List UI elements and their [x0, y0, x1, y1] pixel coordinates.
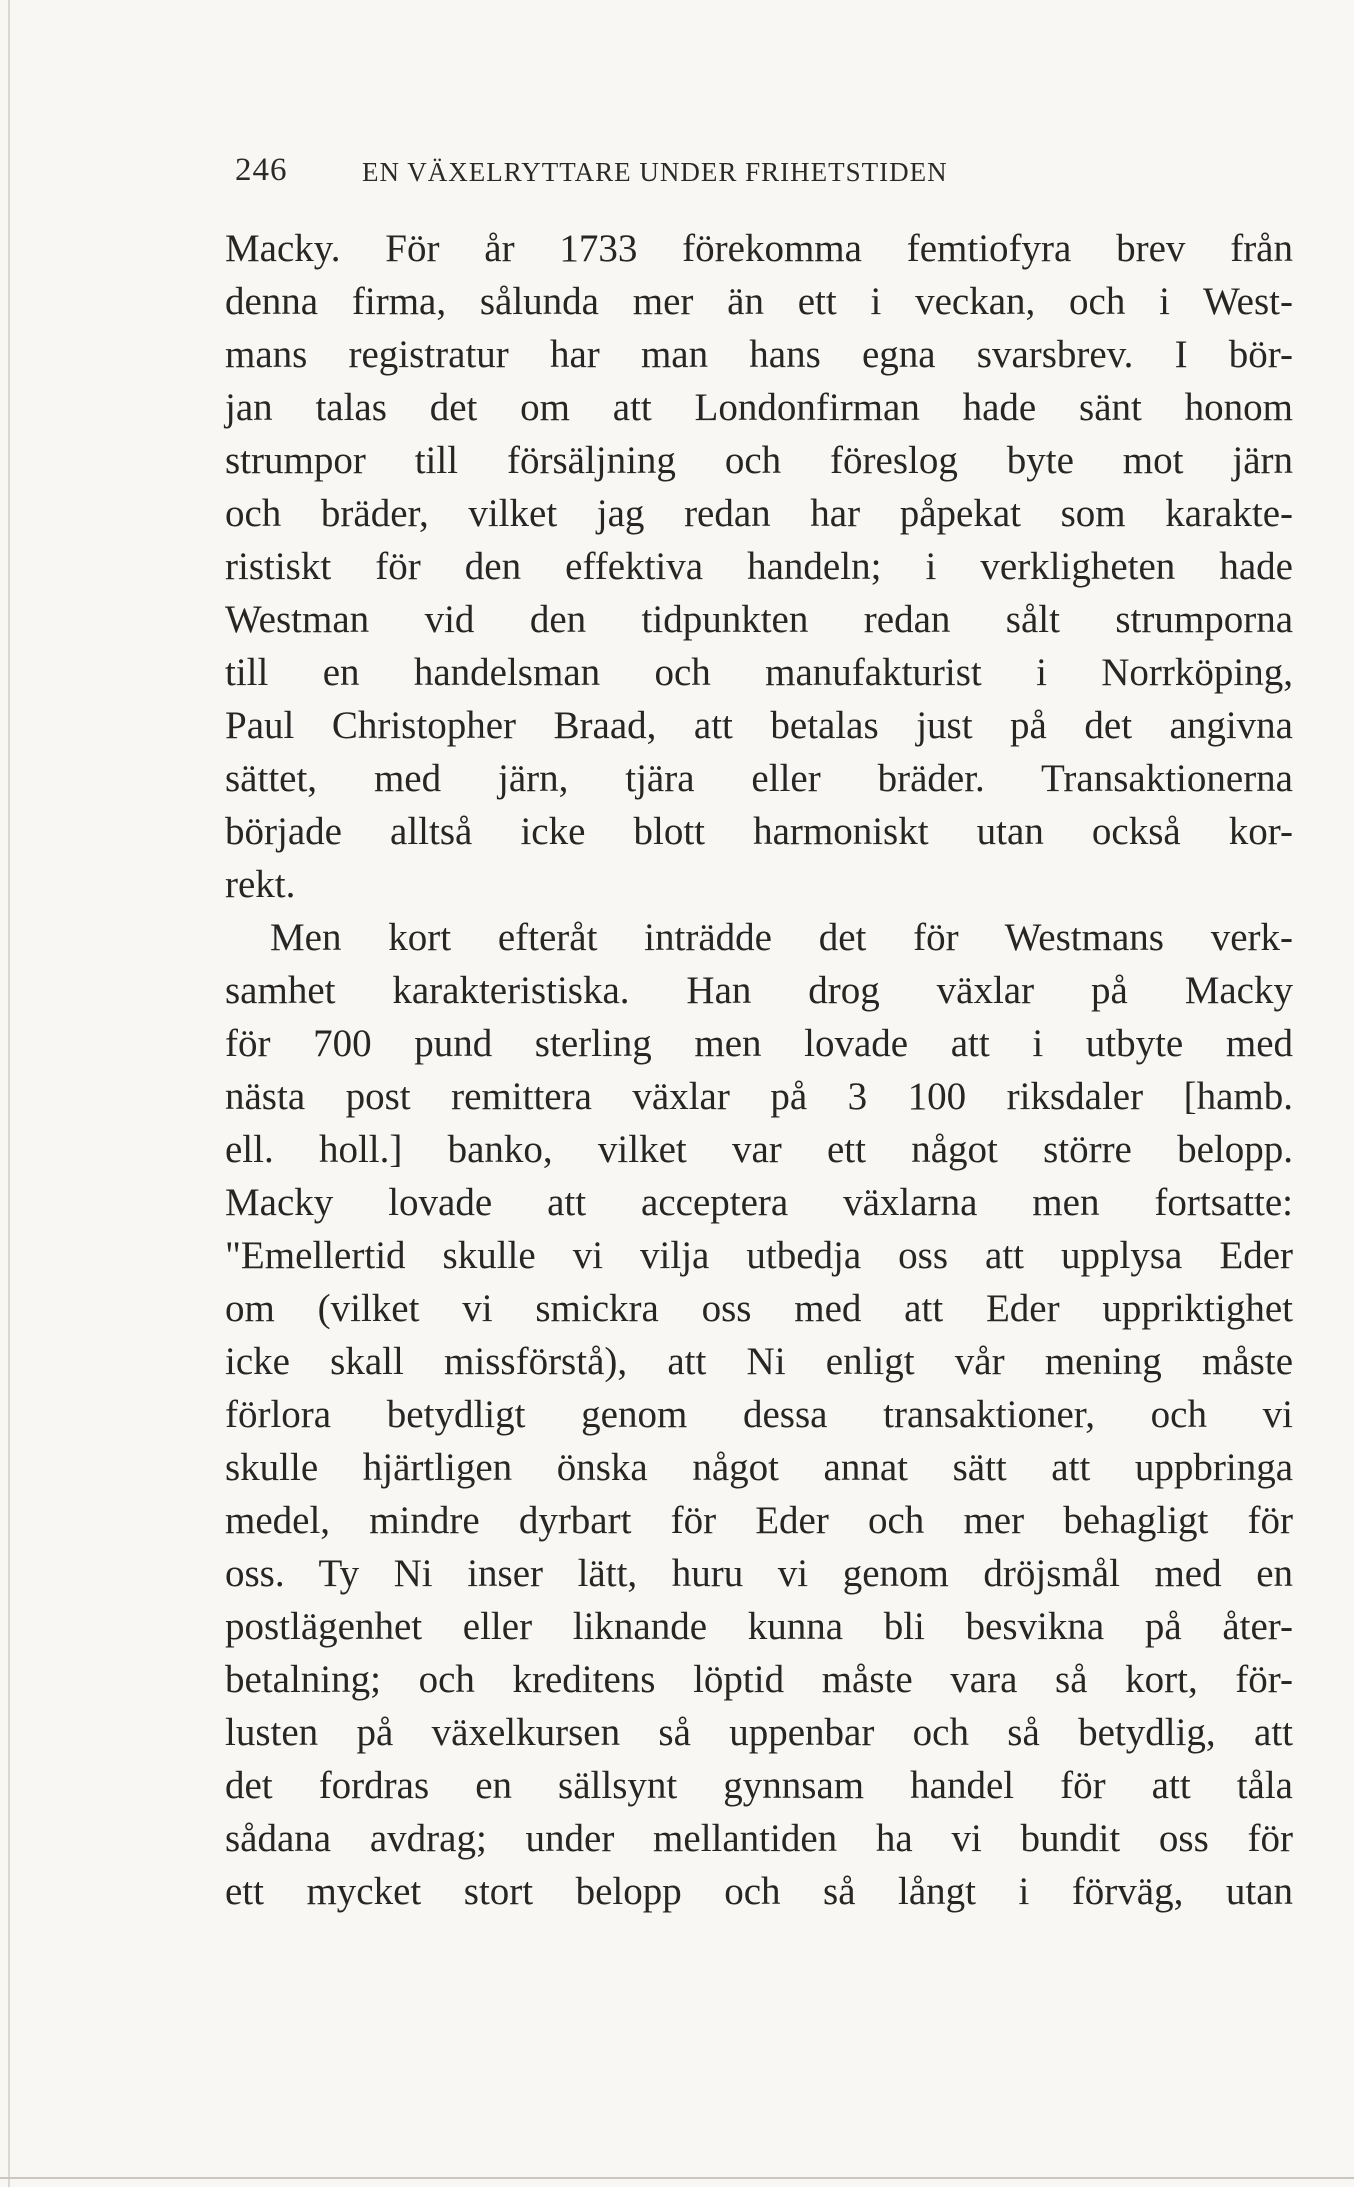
text-line: jan talas det om att Londonfirman hade sänt honom — [225, 386, 1293, 429]
text-line: ristiskt för den effektiva handeln; i verkligheten hade — [225, 545, 1293, 588]
text-line: det fordras en sällsynt gynnsam handel för att tåla — [225, 1764, 1293, 1807]
paragraph-2 — [225, 911, 1293, 1918]
running-title: EN VÄXELRYTTARE UNDER FRIHETSTIDEN — [362, 157, 948, 187]
text-line: betalning; och kreditens löptid måste vara så kort, för- — [225, 1658, 1293, 1701]
text-line: strumpor till försäljning och föreslog byte mot järn — [225, 439, 1293, 482]
text-line: för 700 pund sterling men lovade att i utbyte med — [225, 1022, 1293, 1065]
text-line: började alltså icke blott harmoniskt utan också kor- — [225, 810, 1293, 853]
text-line: och bräder, vilket jag redan har påpekat som karakte- — [225, 492, 1293, 535]
body-text — [225, 222, 1293, 1918]
text-line: Paul Christopher Braad, att betalas just på det angivna — [225, 704, 1293, 747]
page-number: 246 — [235, 152, 288, 188]
text-line: samhet karakteristiska. Han drog växlar på Macky — [225, 969, 1293, 1012]
text-line: mans registratur har man hans egna svarsbrev. I bör- — [225, 333, 1293, 376]
text-line: Macky lovade att acceptera växlarna men fortsatte: — [225, 1181, 1293, 1224]
text-line: ell. holl.] banko, vilket var ett något större belopp. — [225, 1128, 1293, 1171]
text-line: ett mycket stort belopp och så långt i förväg, utan — [225, 1870, 1293, 1913]
text-line: icke skall missförstå), att Ni enligt vår mening måste — [225, 1340, 1293, 1383]
scan-edge-left — [8, 0, 10, 2187]
text-line: sådana avdrag; under mellantiden ha vi bundit oss för — [225, 1817, 1293, 1860]
text-line: förlora betydligt genom dessa transaktioner, och vi — [225, 1393, 1293, 1436]
text-line: Macky. För år 1733 förekomma femtiofyra brev från — [225, 227, 1293, 270]
text-line: "Emellertid skulle vi vilja utbedja oss att upplysa Eder — [225, 1234, 1293, 1277]
text-line: medel, mindre dyrbart för Eder och mer behagligt för — [225, 1499, 1293, 1542]
text-line: rekt. — [225, 863, 296, 906]
scan-edge-bottom — [0, 2177, 1354, 2179]
text-line: nästa post remittera växlar på 3 100 riksdaler [hamb. — [225, 1075, 1293, 1118]
text-line: Westman vid den tidpunkten redan sålt strumporna — [225, 598, 1293, 641]
text-line: skulle hjärtligen önska något annat sätt att uppbringa — [225, 1446, 1293, 1489]
text-line: Men kort efteråt inträdde det för Westmans verk- — [270, 916, 1293, 959]
page-header — [235, 152, 1155, 192]
paragraph-1 — [225, 222, 1293, 911]
text-line: sättet, med järn, tjära eller bräder. Transaktionerna — [225, 757, 1293, 800]
text-line: till en handelsman och manufakturist i Norrköping, — [225, 651, 1293, 694]
text-line: oss. Ty Ni inser lätt, huru vi genom dröjsmål med en — [225, 1552, 1293, 1595]
text-line: denna firma, sålunda mer än ett i veckan, och i West- — [225, 280, 1293, 323]
text-line: om (vilket vi smickra oss med att Eder uppriktighet — [225, 1287, 1293, 1330]
text-line: lusten på växelkursen så uppenbar och så betydlig, att — [225, 1711, 1293, 1754]
text-line: postlägenhet eller liknande kunna bli besvikna på åter- — [225, 1605, 1293, 1648]
